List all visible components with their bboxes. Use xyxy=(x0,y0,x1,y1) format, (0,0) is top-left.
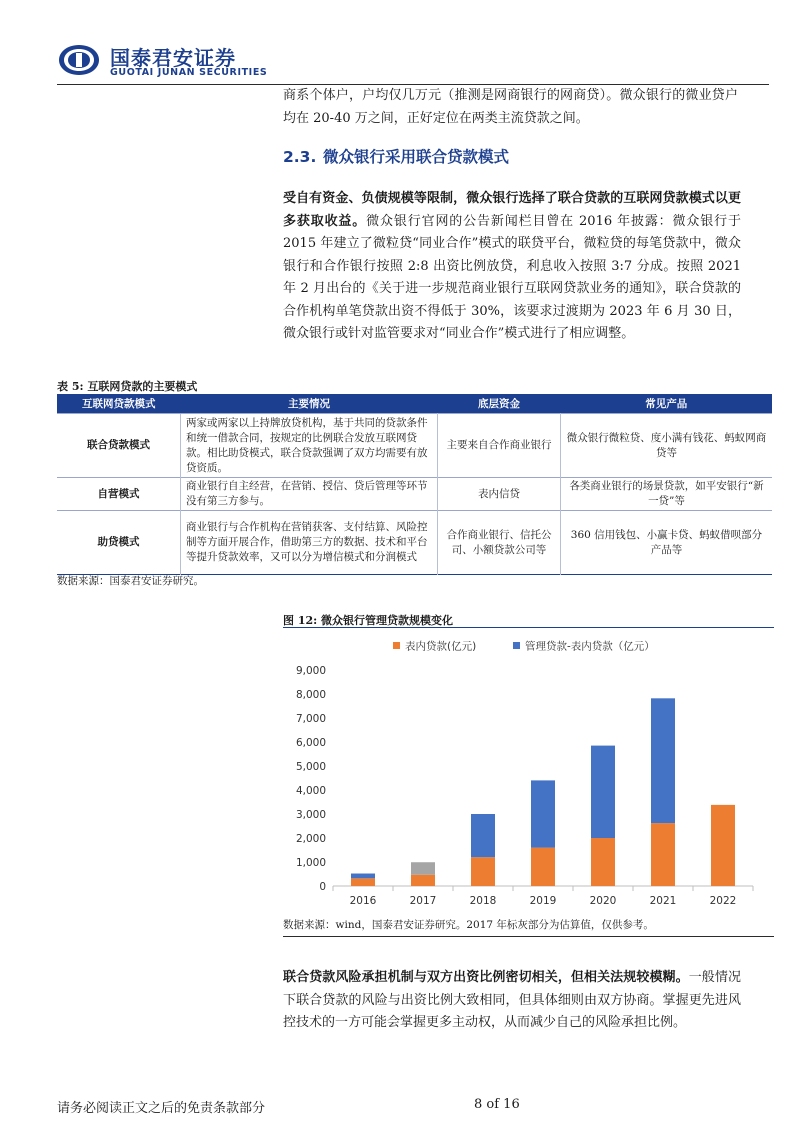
loan-model-table xyxy=(57,394,772,575)
y-tick-label: 8,000 xyxy=(295,689,326,701)
bar-segment xyxy=(531,848,555,886)
figure-source-note: 数据来源：wind，国泰君安证券研究。2017 年标灰部分为估算值，仅供参考。 xyxy=(283,919,654,931)
y-tick-label: 4,000 xyxy=(295,785,326,797)
table-cell-fund: 主要来自合作商业银行 xyxy=(438,414,561,478)
table-cell-desc: 商业银行与合作机构在营销获客、支付结算、风险控制等方面开展合作，借助第三方的数据、技术和平台等提升贷款效率，又可以分为增信模式和分润模式 xyxy=(181,511,438,575)
table-cell-desc: 商业银行自主经营，在营销、授信、贷后管理等环节没有第三方参与。 xyxy=(181,478,438,511)
x-tick-label: 2019 xyxy=(529,895,557,907)
table-cell-mode: 助贷模式 xyxy=(57,511,181,575)
y-tick-label: 2,000 xyxy=(295,833,326,845)
x-tick-label: 2021 xyxy=(649,895,677,907)
paragraph-top: 商系个体户，户均仅几万元（推测是网商银行的网商贷）。微众银行的微业贷户均在 20-40 万之间，正好定位在两类主流贷款之间。 xyxy=(283,88,738,126)
y-tick-label: 9,000 xyxy=(295,665,326,677)
loan-scale-chart xyxy=(283,632,763,914)
legend-swatch xyxy=(393,642,400,649)
company-name-cn: 国泰君安证券 xyxy=(110,46,236,70)
bar-segment xyxy=(651,823,675,886)
x-tick-label: 2016 xyxy=(349,895,377,907)
footer-disclaimer: 请务必阅读正文之后的免责条款部分 xyxy=(57,1101,266,1116)
table-row xyxy=(57,478,772,511)
bar-segment xyxy=(471,857,495,886)
x-tick-label: 2017 xyxy=(409,895,437,907)
table-row xyxy=(57,414,772,478)
bar-segment xyxy=(651,698,675,823)
table-header-row xyxy=(57,395,772,414)
bar-segment xyxy=(351,874,375,879)
y-tick-label: 5,000 xyxy=(295,761,326,773)
paragraph-bottom-body: 一般情况下联合贷款的风险与出资比例大致相同，但具体细则由双方协商。掌握更先进风控技术的一方可能会掌握更多主动权，从而减少自己的风险承担比例。 xyxy=(283,970,741,1030)
bar-segment xyxy=(411,862,435,874)
x-tick-label: 2020 xyxy=(589,895,617,907)
section-heading xyxy=(283,145,509,167)
x-tick-label: 2018 xyxy=(469,895,497,907)
figure-title: 图 12: 微众银行管理贷款规模变化 xyxy=(283,614,454,627)
x-tick-label: 2022 xyxy=(709,895,737,907)
table-row xyxy=(57,511,772,575)
table-cell-mode: 联合贷款模式 xyxy=(57,414,181,478)
paragraph-main-lead: 受自有资金、负债规模等限制，微众银行选择了联合贷款的互联网贷款模式以更多获取收益。 xyxy=(283,191,741,229)
table-cell-mode: 自营模式 xyxy=(57,478,181,511)
table-header-cell: 底层资金 xyxy=(438,395,561,414)
legend-swatch xyxy=(513,642,520,649)
table-cell-product: 各类商业银行的场景贷款，如平安银行“新一贷”等 xyxy=(561,478,773,511)
table-header-cell: 互联网贷款模式 xyxy=(57,395,181,414)
y-tick-label: 1,000 xyxy=(295,857,326,869)
y-tick-label: 7,000 xyxy=(295,713,326,725)
table-header-cell: 主要情况 xyxy=(181,395,438,414)
table-cell-product: 微众银行微粒贷、度小满有钱花、蚂蚁网商贷等 xyxy=(561,414,773,478)
paragraph-main xyxy=(283,188,741,346)
section-title: 微众银行采用联合贷款模式 xyxy=(323,147,510,166)
section-number: 2.3. xyxy=(283,148,317,166)
bar-segment xyxy=(531,780,555,847)
table-cell-product: 360 信用钱包、小赢卡贷、蚂蚁借呗部分产品等 xyxy=(561,511,773,575)
page-number: 8 of 16 xyxy=(474,1097,520,1112)
bar-segment xyxy=(591,838,615,886)
table-cell-fund: 表内信贷 xyxy=(438,478,561,511)
figure-bottom-divider xyxy=(283,936,774,937)
table-cell-desc: 两家或两家以上持牌放贷机构，基于共同的贷款条件和统一借款合同，按规定的比例联合发放互联网贷款。相比助贷模式，联合贷款强调了双方均需要有放贷资质。 xyxy=(181,414,438,478)
bar-segment xyxy=(351,878,375,886)
bar-segment xyxy=(591,746,615,838)
company-logo-icon xyxy=(57,43,101,77)
y-tick-label: 0 xyxy=(319,881,326,893)
paragraph-bottom xyxy=(283,967,741,1035)
bar-segment xyxy=(471,814,495,857)
table-header-cell: 常见产品 xyxy=(561,395,773,414)
figure-top-divider xyxy=(283,627,774,628)
paragraph-main-body: 微众银行官网的公告新闻栏目曾在 2016 年披露：微众银行于 2015 年建立了微粒贷“同业合作”模式的联贷平台，微粒贷的每笔贷款中，微众银行和合作银行按照 2:8 出资比例放贷，利息收入按照 3:7 分成。按照 2021 年 2 月出台的《关于进一步规范商业银行互联网贷款业务的通知》，联合贷款的合作机构单笔贷款出资不得低于 30%，该要求过渡期为 2023 年 6 月 30 日，微众银行或针对监管要求对“同业合作”模式进行了相应调整。 xyxy=(283,213,741,341)
legend-label: 表内贷款(亿元) xyxy=(405,640,477,653)
legend-label: 管理贷款-表内贷款（亿元） xyxy=(525,640,655,653)
paragraph-bottom-lead: 联合贷款风险承担机制与双方出资比例密切相关，但相关法规较模糊。 xyxy=(283,970,689,985)
y-tick-label: 6,000 xyxy=(295,737,326,749)
table-caption: 表 5: 互联网贷款的主要模式 xyxy=(57,380,198,393)
bar-segment xyxy=(411,875,435,886)
company-name-en: GUOTAI JUNAN SECURITIES xyxy=(110,67,268,78)
table-source-note: 数据来源：国泰君安证券研究。 xyxy=(57,575,204,587)
bar-segment xyxy=(711,805,735,886)
y-tick-label: 3,000 xyxy=(295,809,326,821)
table-cell-fund: 合作商业银行、信托公司、小额贷款公司等 xyxy=(438,511,561,575)
